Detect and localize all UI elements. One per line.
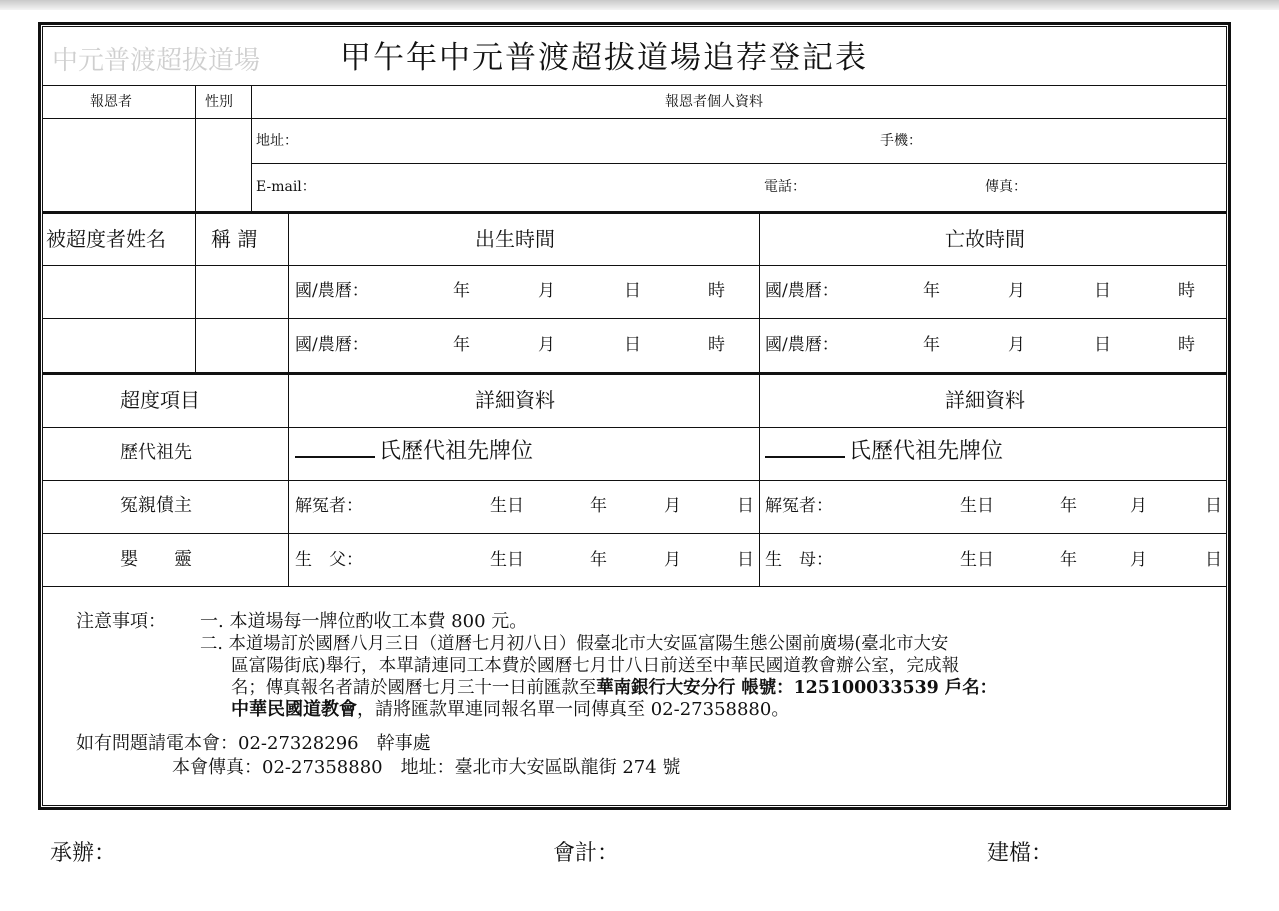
ancestors-label: 歷代祖先 [120, 442, 192, 463]
ancestors-detail-1 [295, 441, 533, 463]
rule [42, 265, 1227, 266]
note-1: 一. 本道場每一牌位酌收工本費 800 元。 [200, 611, 528, 632]
month-label: 月 [1130, 496, 1147, 516]
birth-hour-label: 時 [708, 281, 725, 301]
contact-phone: 如有問題請電本會：02-27328296 幹事處 [76, 733, 431, 754]
death-month-label: 月 [1008, 335, 1025, 355]
death-hour-label: 時 [1178, 335, 1195, 355]
year-label: 年 [1060, 550, 1077, 570]
deceased-title-header: 稱 謂 [211, 227, 258, 251]
day-label: 日 [1205, 496, 1222, 516]
birth-calendar-label: 國/農曆： [295, 335, 369, 355]
mother-label: 生 母： [765, 550, 833, 570]
birth-month-label: 月 [538, 281, 555, 301]
month-label: 月 [664, 496, 681, 516]
resolver-label: 解冤者： [295, 496, 363, 516]
handler-label: 承辦： [50, 841, 117, 866]
year-label: 年 [590, 550, 607, 570]
note-2-line-3 [231, 677, 997, 699]
note-2-line-1: 二. 本道場訂於國曆八月三日（道曆七月初八日）假臺北市大安區富陽生態公園前廣場(臺北市大安 [200, 634, 949, 654]
birthday-label: 生日 [960, 550, 994, 570]
death-year-label: 年 [923, 335, 940, 355]
birth-month-label: 月 [538, 335, 555, 355]
surname-blank [295, 456, 375, 458]
rule [195, 85, 196, 212]
note-2-line-2: 區富陽街底)舉行，本單請連同工本費於國曆七月廿八日前送至中華民國道教會辦公室，完成報 [231, 656, 960, 676]
note-2-text: 名；傳真報名者請於國曆七月三十一日前匯款至 [231, 678, 597, 698]
death-calendar-label: 國/農曆： [765, 335, 839, 355]
accounting-label: 會計： [553, 841, 620, 866]
death-time-header: 亡故時間 [945, 227, 1025, 251]
phone-label: 電話： [764, 179, 806, 195]
form-title: 甲午年中元普渡超拔道場追荐登記表 [340, 40, 868, 76]
month-label: 月 [1130, 550, 1147, 570]
faint-header-text: 中元普渡超拔道場 [52, 46, 261, 76]
detail-header-2: 詳細資料 [945, 388, 1025, 412]
rule [42, 480, 1227, 481]
rule [251, 85, 252, 212]
birthday-label: 生日 [490, 496, 524, 516]
birth-calendar-label: 國/農曆： [295, 281, 369, 301]
death-month-label: 月 [1008, 281, 1025, 301]
father-label: 生 父： [295, 550, 363, 570]
death-hour-label: 時 [1178, 281, 1195, 301]
surname-blank [765, 456, 845, 458]
fax-label: 傳真： [985, 179, 1027, 195]
birth-year-label: 年 [453, 335, 470, 355]
rule [42, 586, 1227, 587]
item-header: 超度項目 [120, 388, 200, 412]
rule [251, 163, 1227, 164]
death-calendar-label: 國/農曆： [765, 281, 839, 301]
birth-year-label: 年 [453, 281, 470, 301]
resolver-label: 解冤者： [765, 496, 833, 516]
day-label: 日 [1205, 550, 1222, 570]
year-label: 年 [590, 496, 607, 516]
rule [42, 427, 1227, 428]
ancestors-detail-2 [765, 441, 1003, 463]
address-label: 地址： [256, 133, 298, 149]
contact-fax-address: 本會傳真：02-27358880 地址：臺北市大安區臥龍街 274 號 [172, 757, 681, 778]
mobile-label: 手機： [880, 133, 922, 149]
filing-label: 建檔： [987, 841, 1054, 866]
birth-time-header: 出生時間 [475, 227, 555, 251]
email-label: E-mail： [256, 179, 316, 195]
reporter-gender-header: 性別 [205, 94, 233, 110]
infant-spirit-label: 嬰 靈 [120, 549, 192, 570]
birthday-label: 生日 [490, 550, 524, 570]
death-day-label: 日 [1094, 335, 1111, 355]
birth-hour-label: 時 [708, 335, 725, 355]
note-2-text: ，請將匯款單連同報名單一同傳真至 02-27358880。 [357, 699, 790, 720]
rule [759, 213, 760, 587]
rule [288, 213, 289, 587]
creditors-label: 冤親債主 [120, 495, 192, 516]
reporter-info-header: 報恩者個人資料 [665, 94, 763, 110]
rule [195, 213, 196, 373]
rule [42, 85, 1227, 86]
detail-header-1: 詳細資料 [475, 388, 555, 412]
birthday-label: 生日 [960, 496, 994, 516]
year-label: 年 [1060, 496, 1077, 516]
ancestors-tablet-text: 氏歷代祖先牌位 [379, 439, 534, 464]
notes-label: 注意事項： [76, 611, 166, 632]
rule [42, 118, 1227, 119]
birth-day-label: 日 [624, 281, 641, 301]
death-year-label: 年 [923, 281, 940, 301]
account-holder: 中華民國道教會 [231, 699, 357, 720]
ancestors-tablet-text: 氏歷代祖先牌位 [849, 439, 1004, 464]
month-label: 月 [664, 550, 681, 570]
note-2-line-4 [231, 699, 789, 721]
reporter-name-header: 報恩者 [90, 94, 132, 110]
rule [42, 533, 1227, 534]
rule [42, 318, 1227, 319]
death-day-label: 日 [1094, 281, 1111, 301]
day-label: 日 [737, 550, 754, 570]
birth-day-label: 日 [624, 335, 641, 355]
scan-edge [0, 0, 1279, 10]
day-label: 日 [737, 496, 754, 516]
bank-account-info: 華南銀行大安分行 帳號：125100033539 戶名： [596, 678, 998, 698]
rule [42, 211, 1227, 214]
rule [42, 372, 1227, 375]
deceased-name-header: 被超度者姓名 [46, 227, 166, 251]
